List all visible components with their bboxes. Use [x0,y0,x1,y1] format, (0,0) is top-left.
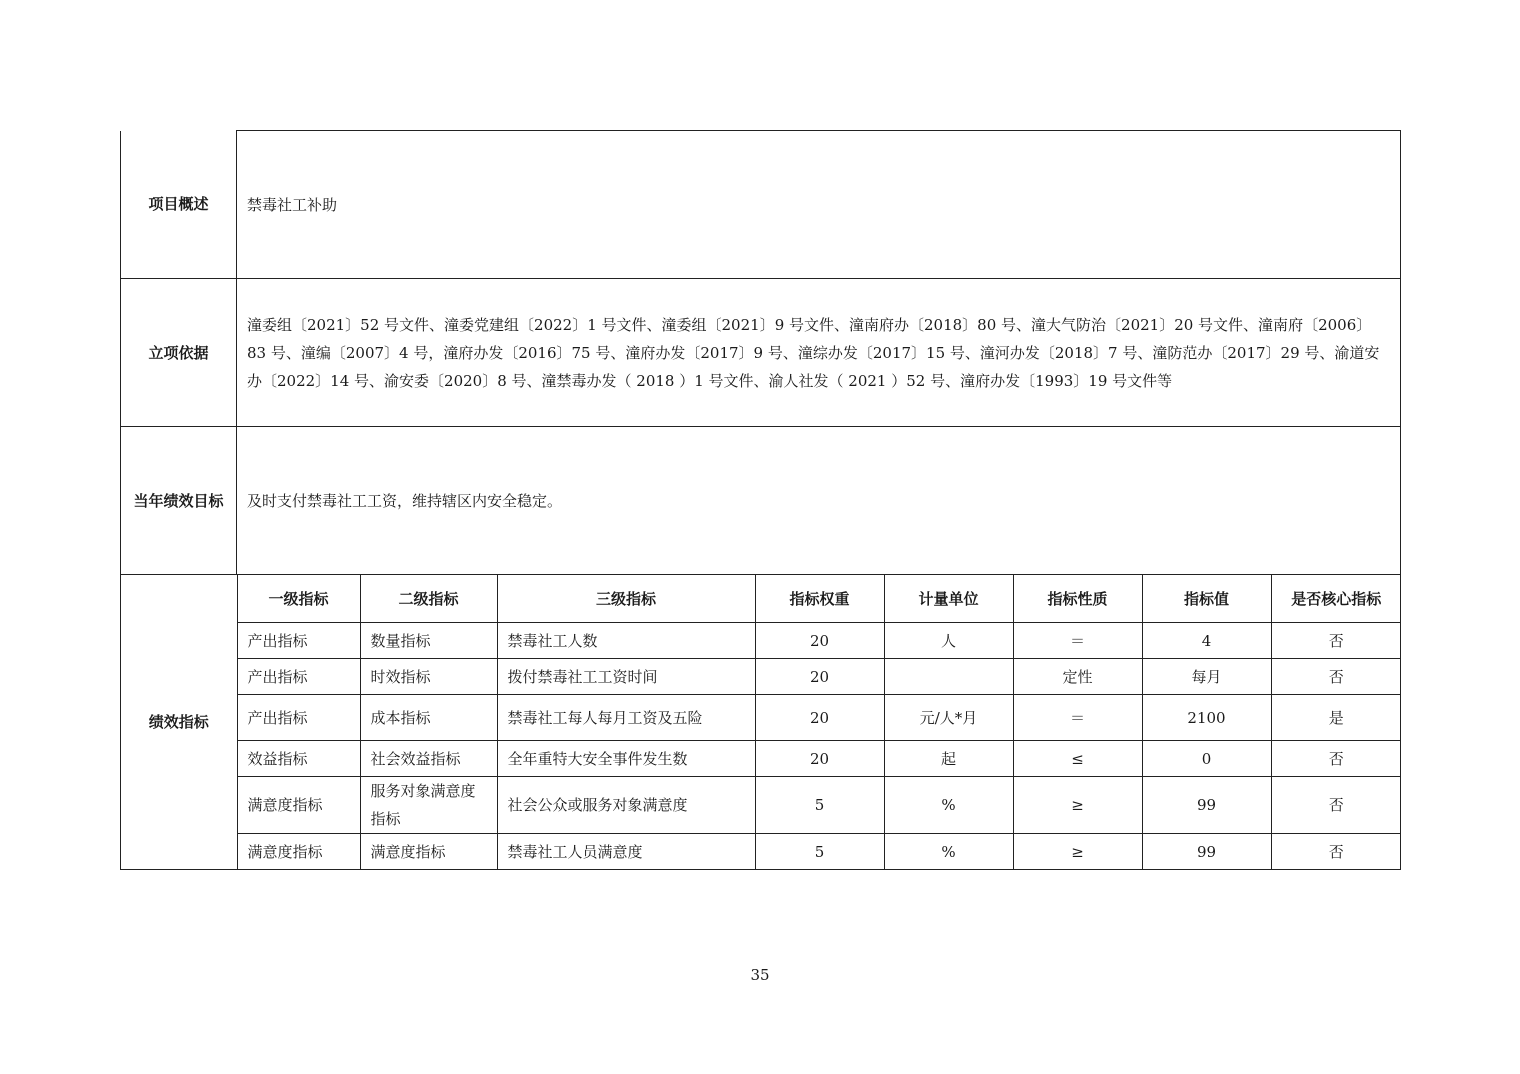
table-row [237,695,1401,741]
overview-label: 项目概述 [121,131,237,279]
page-number: 35 [750,966,770,984]
header-level1: 一级指标 [237,575,360,623]
cell-value: 99 [1142,777,1271,834]
cell-level2: 时效指标 [360,659,497,695]
overview-value: 禁毒社工补助 [237,131,1401,279]
cell-core: 否 [1271,834,1401,870]
cell-unit: 元/人*月 [884,695,1013,741]
cell-unit: 起 [884,741,1013,777]
cell-level2: 数量指标 [360,623,497,659]
cell-weight: 5 [755,834,884,870]
cell-core: 否 [1271,623,1401,659]
indicators-cell [237,575,1401,870]
project-sheet [120,130,1400,870]
cell-unit: % [884,834,1013,870]
cell-level1: 满意度指标 [237,777,360,834]
header-nature: 指标性质 [1013,575,1142,623]
header-level2: 二级指标 [360,575,497,623]
table-row [237,834,1401,870]
cell-value: 2100 [1142,695,1271,741]
cell-level2: 服务对象满意度指标 [360,777,497,834]
basis-label: 立项依据 [121,279,237,427]
cell-weight: 20 [755,623,884,659]
cell-level1: 满意度指标 [237,834,360,870]
cell-value: 99 [1142,834,1271,870]
basis-value: 潼委组〔2021〕52 号文件、潼委党建组〔2022〕1 号文件、潼委组〔2021〕9 号文件、潼南府办〔2018〕80 号、潼大气防治〔2021〕20 号文件、潼南府〔2006〕83 号、潼编〔2007〕4 号，潼府办发〔2016〕75 号、潼府办发〔2017〕9 号、潼综办发〔2017〕15 号、潼河办发〔2018〕7 号、潼防范办〔2017〕29 号、渝道安办〔2022〕14 号、渝安委〔2020〕8 号、潼禁毒办发（ 2018 ）1 号文件、渝人社发（ 2021 ）52 号、潼府办发〔1993〕19 号文件等 [237,279,1401,427]
cell-level1: 产出指标 [237,659,360,695]
table-row [237,623,1401,659]
header-level3: 三级指标 [497,575,755,623]
cell-weight: 5 [755,777,884,834]
cell-unit: % [884,777,1013,834]
cell-nature: 定性 [1013,659,1142,695]
cell-core: 否 [1271,659,1401,695]
cell-level3: 社会公众或服务对象满意度 [497,777,755,834]
project-table [120,130,1401,870]
indicator-table [237,575,1402,869]
table-row [237,777,1401,834]
cell-weight: 20 [755,659,884,695]
basis-row [121,279,1401,427]
cell-level2: 成本指标 [360,695,497,741]
cell-level3: 禁毒社工人员满意度 [497,834,755,870]
indicators-label: 绩效指标 [121,575,237,870]
table-row [237,741,1401,777]
indicators-row [121,575,1401,870]
overview-row [121,131,1401,279]
cell-level3: 禁毒社工人数 [497,623,755,659]
cell-nature: ≥ [1013,777,1142,834]
indicator-header-row [237,575,1401,623]
cell-level1: 产出指标 [237,623,360,659]
header-weight: 指标权重 [755,575,884,623]
goal-row [121,427,1401,575]
header-unit: 计量单位 [884,575,1013,623]
goal-label: 当年绩效目标 [121,427,237,575]
header-core: 是否核心指标 [1271,575,1401,623]
cell-core: 是 [1271,695,1401,741]
cell-weight: 20 [755,741,884,777]
cell-value: 每月 [1142,659,1271,695]
cell-core: 否 [1271,741,1401,777]
header-value: 指标值 [1142,575,1271,623]
cell-nature: ＝ [1013,623,1142,659]
cell-nature: ≥ [1013,834,1142,870]
cell-value: 0 [1142,741,1271,777]
cell-value: 4 [1142,623,1271,659]
cell-level1: 产出指标 [237,695,360,741]
cell-unit [884,659,1013,695]
cell-weight: 20 [755,695,884,741]
cell-nature: ≤ [1013,741,1142,777]
cell-level1: 效益指标 [237,741,360,777]
cell-level3: 全年重特大安全事件发生数 [497,741,755,777]
cell-unit: 人 [884,623,1013,659]
goal-value: 及时支付禁毒社工工资，维持辖区内安全稳定。 [237,427,1401,575]
table-row [237,659,1401,695]
cell-level2: 社会效益指标 [360,741,497,777]
cell-level3: 拨付禁毒社工工资时间 [497,659,755,695]
cell-level2: 满意度指标 [360,834,497,870]
cell-core: 否 [1271,777,1401,834]
cell-nature: ＝ [1013,695,1142,741]
cell-level3: 禁毒社工每人每月工资及五险 [497,695,755,741]
